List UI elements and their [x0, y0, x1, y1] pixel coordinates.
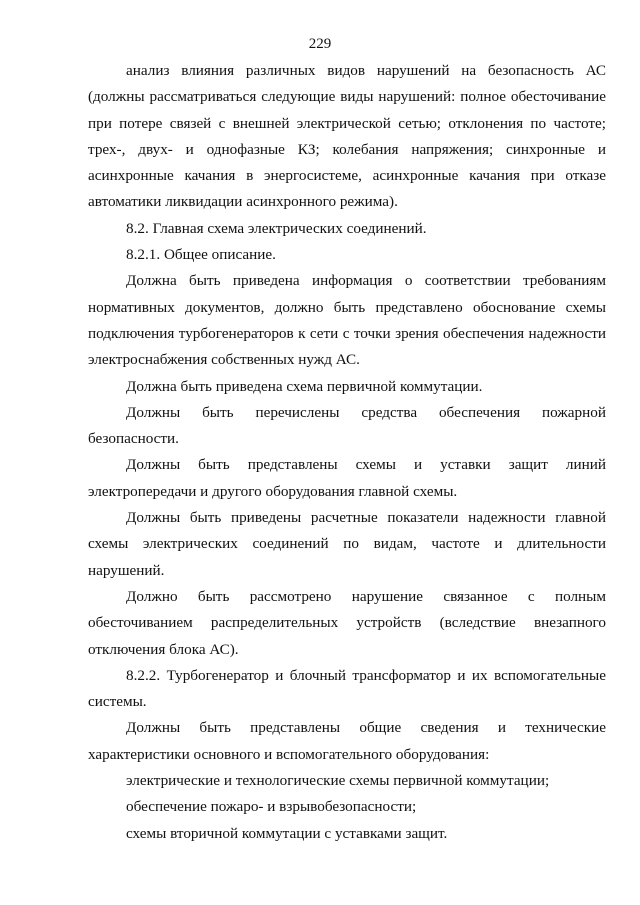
paragraph-fire-safety: Должны быть перечислены средства обеспечения пожарной безопасности. — [88, 403, 606, 448]
subsection-heading-8-2-1: 8.2.1. Общее описание. — [126, 246, 276, 264]
list-item-fire-explosion-safety: обеспечение пожаро- и взрывобезопасности; — [126, 798, 417, 816]
paragraph-blackout-analysis: Должно быть рассмотрено нарушение связанное с полным обесточиванием распределительных устройств (вследствие внезапного отключения блока АС). — [88, 587, 606, 658]
list-item-secondary-schemes: схемы вторичной коммутации с уставками защит. — [126, 824, 448, 842]
section-heading-8-2: 8.2. Главная схема электрических соединений. — [126, 219, 427, 237]
subsection-heading-8-2-2: 8.2.2. Турбогенератор и блочный трансформатор и их вспомогательные системы. — [88, 666, 606, 711]
paragraph-equipment-characteristics: Должны быть представлены общие сведения и технические характеристики основного и вспомогательного оборудования: — [88, 719, 606, 763]
paragraph-protection-settings: Должны быть представлены схемы и уставки защит линий электропередачи и другого оборудования главной схемы. — [88, 456, 606, 500]
page-number: 229 — [308, 36, 332, 52]
paragraph-reliability-indicators: Должны быть приведены расчетные показатели надежности главной схемы электрических соединений по видам, частоте и длительности нарушений. — [88, 509, 606, 579]
paragraph-impact-analysis: анализ влияния различных видов нарушений на безопасность АС (должны рассматриваться следующие виды нарушений: полное обесточивание при потере связей с внешней электрической сетью; отклонения по частоте; трех-, двух- и однофазные КЗ; колебания напряжения; синхронные и асинхронные качания в энергосистеме, асинхронные качания при отказе автоматики ликвидации асинхронного режима). — [88, 62, 606, 211]
paragraph-primary-switching: Должна быть приведена схема первичной коммутации. — [126, 377, 483, 395]
document-body — [88, 58, 606, 847]
paragraph-compliance-info: Должна быть приведена информация о соответствии требованиям нормативных документов, должно быть представлено обоснование схемы подключения турбогенераторов к сети с точки зрения обеспечения надежности электроснабжения собственных нужд АС. — [88, 272, 606, 369]
list-item-primary-schemes: электрические и технологические схемы первичной коммутации; — [126, 772, 550, 790]
